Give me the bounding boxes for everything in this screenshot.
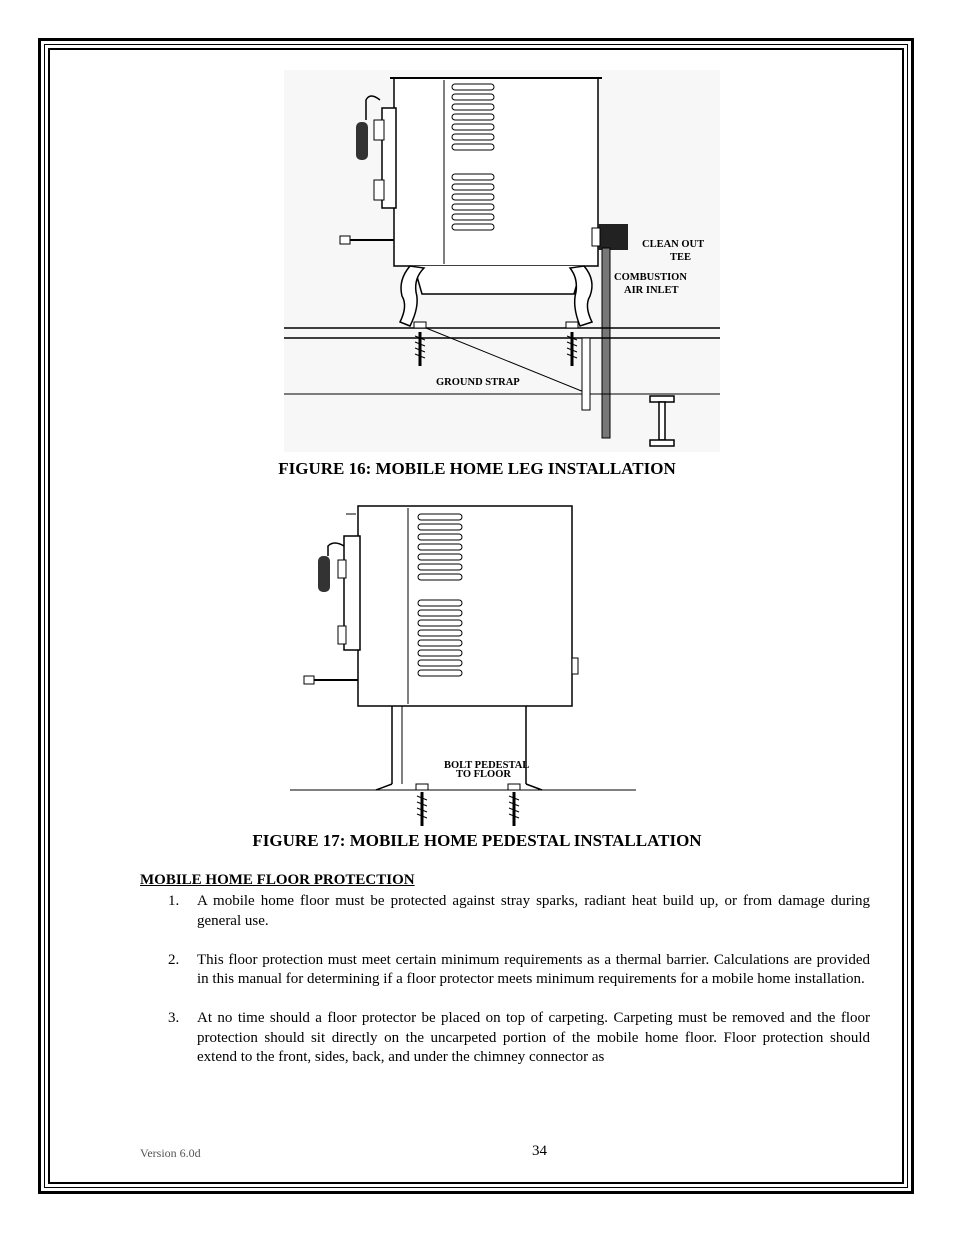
list-item xyxy=(140,892,870,931)
figure-17-pedestal-installation xyxy=(290,500,636,834)
version-label: Version 6.0d xyxy=(140,1146,201,1160)
list-item xyxy=(140,951,870,990)
combustion-label-2: AIR INLET xyxy=(624,285,679,296)
ground-strap-label: GROUND STRAP xyxy=(436,377,520,388)
floor-protection-list xyxy=(140,892,870,1068)
section-heading: MOBILE HOME FLOOR PROTECTION xyxy=(140,872,415,888)
page-number: 34 xyxy=(532,1143,547,1159)
figure-16-leg-installation xyxy=(284,70,720,452)
figure-17-caption: FIGURE 17: MOBILE HOME PEDESTAL INSTALLATION xyxy=(252,831,702,850)
combustion-label-1: COMBUSTION xyxy=(614,272,687,283)
bolt-pedestal-label-1: BOLT PEDESTAL xyxy=(444,760,530,771)
list-item-text: This floor protection must meet certain minimum requirements as a thermal barrier. Calculations are provided in this manual for determining if a floor protector meets minimum requirements for a mobile home installation. xyxy=(197,951,870,987)
list-item-number: 3. xyxy=(168,1010,180,1026)
list-item-number: 2. xyxy=(168,951,180,968)
list-item-number: 1. xyxy=(168,893,180,909)
bolt-pedestal-label-2: TO FLOOR xyxy=(456,769,511,780)
list-item xyxy=(140,1009,870,1068)
clean-out-label-2: TEE xyxy=(670,252,692,263)
figure-16-caption: FIGURE 16: MOBILE HOME LEG INSTALLATION xyxy=(278,459,676,478)
list-item-text: A mobile home floor must be protected against stray sparks, radiant heat build up, or from damage during general use. xyxy=(197,893,870,929)
list-item-text: At no time should a floor protector be placed on top of carpeting. Carpeting must be removed and the floor protection should sit directly on the uncarpeted portion of the mobile home floor. Floor protection should extend to the front, sides, back, and under the chimney connector as xyxy=(197,1010,870,1065)
clean-out-label-1: CLEAN OUT xyxy=(642,239,705,250)
